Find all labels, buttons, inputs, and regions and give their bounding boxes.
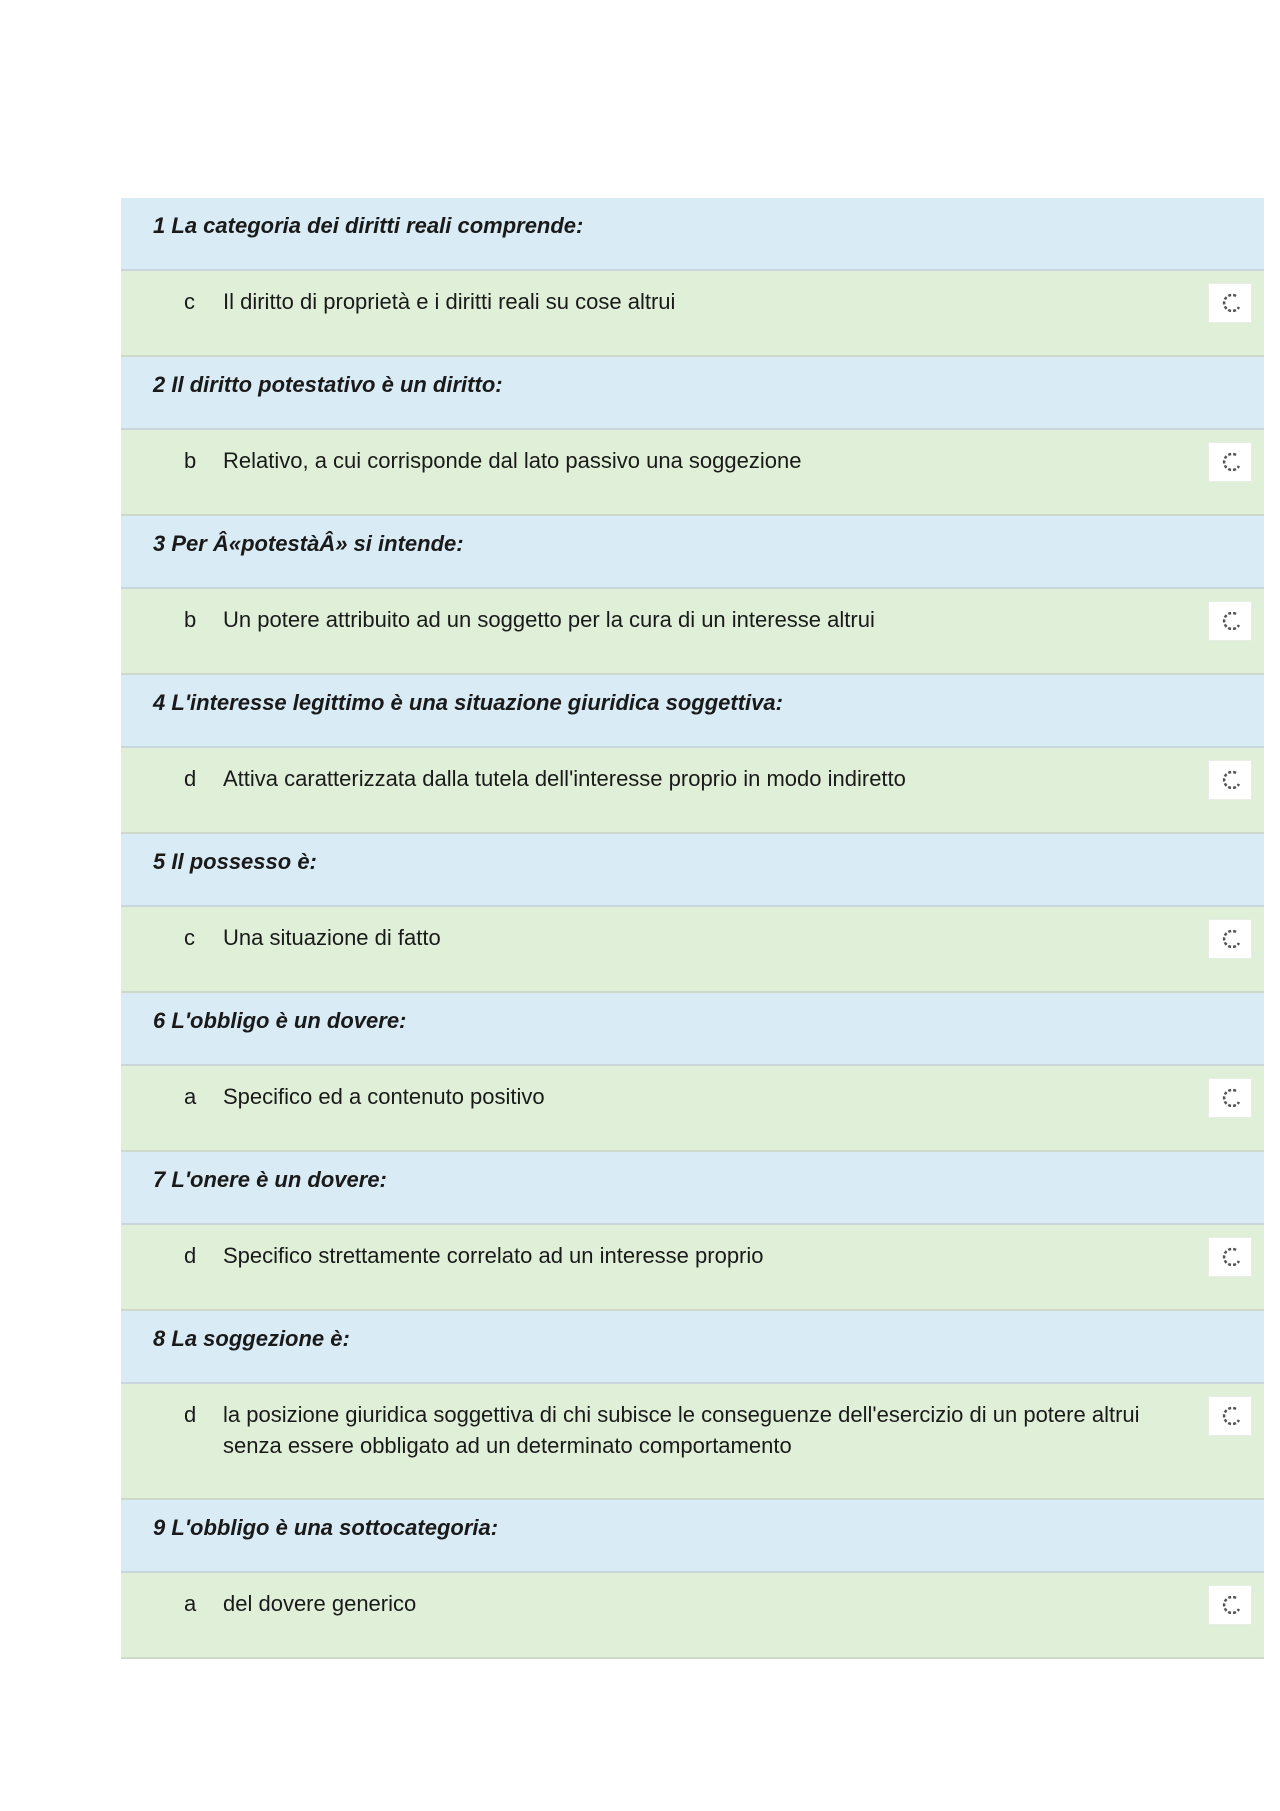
answer-letter: c	[184, 925, 195, 950]
answer-text: Attiva caratterizzata dalla tutela dell'interesse proprio in modo indiretto	[223, 766, 906, 791]
answer-letter: a	[184, 1591, 197, 1616]
answer-letter: d	[184, 1402, 197, 1427]
question-number: 2	[153, 372, 166, 397]
question-number: 9	[153, 1515, 166, 1540]
question-row	[121, 1500, 1264, 1573]
question-number: 1	[153, 213, 166, 238]
question-row	[121, 993, 1264, 1066]
question-text: L'obbligo è una sottocategoria:	[171, 1515, 499, 1540]
answer-row	[121, 430, 1264, 516]
answer-letter: b	[184, 607, 197, 632]
question-row	[121, 357, 1264, 430]
question-text: L'onere è un dovere:	[171, 1167, 387, 1192]
answer-letter: a	[184, 1084, 197, 1109]
answer-text: Un potere attribuito ad un soggetto per la cura di un interesse altrui	[223, 607, 875, 632]
question-number: 7	[153, 1167, 166, 1192]
answer-row	[121, 1066, 1264, 1152]
question-number: 4	[153, 690, 166, 715]
question-text: La categoria dei diritti reali comprende:	[171, 213, 584, 238]
answer-letter: d	[184, 766, 197, 791]
loading-spinner-icon	[1208, 601, 1252, 641]
loading-spinner-icon	[1208, 1585, 1252, 1625]
question-row	[121, 1152, 1264, 1225]
answer-letter: c	[184, 289, 195, 314]
answer-row	[121, 271, 1264, 357]
answer-letter: d	[184, 1243, 197, 1268]
loading-spinner-icon	[1208, 283, 1252, 323]
answer-text: Relativo, a cui corrisponde dal lato passivo una soggezione	[223, 448, 802, 473]
question-number: 6	[153, 1008, 166, 1033]
loading-spinner-icon	[1208, 1078, 1252, 1118]
quiz-list	[121, 198, 1264, 1659]
answer-row	[121, 907, 1264, 993]
answer-row	[121, 1225, 1264, 1311]
answer-text: Specifico ed a contenuto positivo	[223, 1084, 545, 1109]
loading-spinner-icon	[1208, 1396, 1252, 1436]
answer-row	[121, 748, 1264, 834]
question-row	[121, 516, 1264, 589]
answer-text: la posizione giuridica soggettiva di chi subisce le conseguenze dell'esercizio di un potere altrui senza essere obbligato ad un determinato comportamento	[223, 1402, 1140, 1458]
question-row	[121, 834, 1264, 907]
answer-row	[121, 1573, 1264, 1659]
question-text: Il possesso è:	[171, 849, 317, 874]
answer-text: del dovere generico	[223, 1591, 417, 1616]
question-number: 5	[153, 849, 166, 874]
question-text: L'interesse legittimo è una situazione giuridica soggettiva:	[171, 690, 783, 715]
answer-letter: b	[184, 448, 197, 473]
answer-text: Il diritto di proprietà e i diritti reali su cose altrui	[223, 289, 676, 314]
question-row	[121, 675, 1264, 748]
loading-spinner-icon	[1208, 442, 1252, 482]
question-text: Il diritto potestativo è un diritto:	[171, 372, 503, 397]
question-text: Per Â«potestàÂ» si intende:	[171, 531, 464, 556]
loading-spinner-icon	[1208, 760, 1252, 800]
question-number: 8	[153, 1326, 166, 1351]
answer-text: Una situazione di fatto	[223, 925, 441, 950]
question-text: L'obbligo è un dovere:	[171, 1008, 407, 1033]
question-number: 3	[153, 531, 166, 556]
question-row	[121, 198, 1264, 271]
loading-spinner-icon	[1208, 919, 1252, 959]
answer-text: Specifico strettamente correlato ad un interesse proprio	[223, 1243, 764, 1268]
loading-spinner-icon	[1208, 1237, 1252, 1277]
answer-row	[121, 1384, 1264, 1500]
question-row	[121, 1311, 1264, 1384]
question-text: La soggezione è:	[171, 1326, 350, 1351]
answer-row	[121, 589, 1264, 675]
